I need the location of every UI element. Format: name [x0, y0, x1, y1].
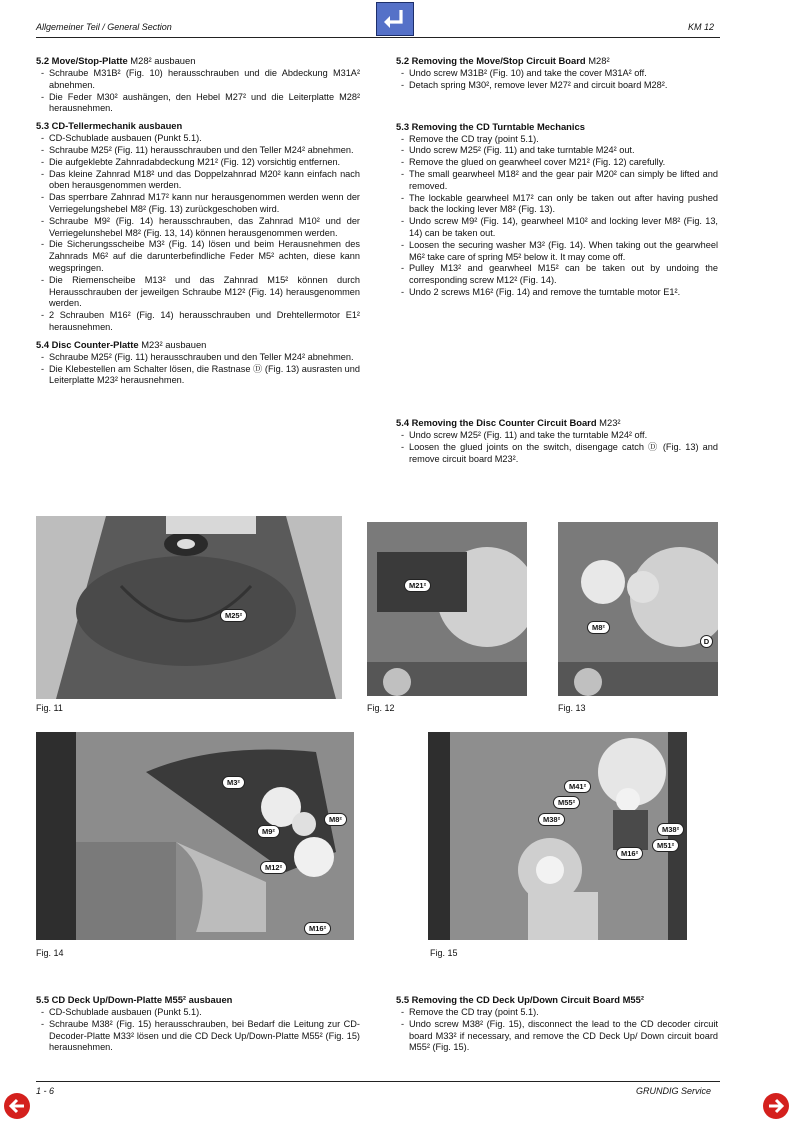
- label-m8: M8²: [324, 813, 347, 826]
- de-s55-heading: 5.5 CD Deck Up/Down-Platte M55² ausbauen: [36, 994, 233, 1005]
- header-model: KM 12: [688, 22, 715, 32]
- en-s54-heading: 5.4 Removing the Disc Counter Circuit Board M23²: [396, 417, 621, 428]
- label-m16: M16²: [616, 847, 643, 860]
- list-item: - Pulley M13² and gearwheel M15² can be taken out by undoing the corresponding screw M12² (Fig. 14).: [396, 263, 718, 287]
- figure-11-caption: Fig. 11: [36, 703, 63, 713]
- de-s52-heading: 5.2 Move/Stop-Platte M28² ausbauen: [36, 55, 196, 66]
- de-s53-heading: 5.3 CD-Tellermechanik ausbauen: [36, 120, 183, 132]
- list-item: - Schraube M25² (Fig. 11) herausschrauben und den Teller M24² abnehmen.: [36, 145, 360, 157]
- label-d: D: [700, 635, 713, 648]
- list-item: - Undo screw M25² (Fig. 11) and take turntable M24² out.: [396, 145, 718, 157]
- deck-board-photo: [428, 732, 687, 940]
- list-item: - Schraube M9² (Fig. 14) herausschrauben, das Zahnrad M10² und der Verriegelunshebel M8² (Fig. 13, 14) können herausgenommen werden.: [36, 216, 360, 240]
- english-column-s54: [396, 417, 718, 470]
- list-item: - Das sperrbare Zahnrad M17² kann nur herausgenommen werden wenn der Verriegelungshebel M8² (Fig. 13) zurückgeschoben wird.: [36, 192, 360, 216]
- figure-12-caption: Fig. 12: [367, 703, 395, 713]
- figure-11-photo: [36, 516, 342, 699]
- list-item: - Remove the glued on gearwheel cover M21² (Fig. 12) carefully.: [396, 157, 718, 169]
- list-item: - Schraube M31B² (Fig. 10) herausschrauben und die Abdeckung M31A² abnehmen.: [36, 68, 360, 92]
- en-s55-heading: 5.5 Removing the CD Deck Up/Down Circuit Board M55²: [396, 994, 644, 1005]
- label-m55: M55²: [553, 796, 580, 809]
- en-s54-list: [396, 430, 718, 465]
- list-item: - Undo screw M9² (Fig. 14), gearwheel M10² and locking lever M8² (Fig. 13, 14) can be taken out.: [396, 216, 718, 240]
- en-s55-list: [396, 1007, 718, 1054]
- en-s55-block: [396, 994, 718, 1059]
- en-s53-list: [396, 134, 718, 299]
- figure-15-caption: Fig. 15: [430, 948, 458, 958]
- de-s52-list: [36, 68, 360, 115]
- footer-brand: GRUNDIG Service: [636, 1086, 712, 1096]
- de-s53-list: [36, 133, 360, 334]
- figure-13-caption: Fig. 13: [558, 703, 586, 713]
- arrow-right-icon: [763, 1093, 789, 1119]
- list-item: - CD-Schublade ausbauen (Punkt 5.1).: [36, 1007, 360, 1019]
- label-m21: M21²: [404, 579, 431, 592]
- en-s52-heading: 5.2 Removing the Move/Stop Circuit Board M28²: [396, 55, 610, 66]
- list-item: - Remove the CD tray (point 5.1).: [396, 1007, 718, 1019]
- list-item: - Loosen the glued joints on the switch, disengage catch Ⓓ (Fig. 13) and remove circuit board M23².: [396, 442, 718, 466]
- page-number: 1 - 6: [36, 1086, 55, 1096]
- list-item: - Die Sicherungsscheibe M3² (Fig. 14) lösen und beim Herausnehmen des Zahnrads M6² auf die darunterbefindliche Feder M5² achten, diese kann wegspringen.: [36, 239, 360, 274]
- label-m8: M8²: [587, 621, 610, 634]
- back-button[interactable]: [376, 2, 414, 36]
- gear-cover-photo: [367, 522, 527, 696]
- previous-page-button[interactable]: [4, 1093, 30, 1119]
- english-column: [396, 55, 718, 304]
- list-item: - Schraube M25² (Fig. 11) herausschrauben und den Teller M24² abnehmen.: [36, 352, 360, 364]
- list-item: - Undo 2 screws M16² (Fig. 14) and remove the turntable motor E1².: [396, 287, 718, 299]
- list-item: - The lockable gearwheel M17² can only be taken out after having pushed back the locking lever M8² (Fig. 13).: [396, 193, 718, 217]
- figure-15-photo: [428, 732, 687, 940]
- locking-lever-photo: [558, 522, 718, 696]
- list-item: - 2 Schrauben M16² (Fig. 14) herausschrauben und Drehtellermotor E1² herausnehmen.: [36, 310, 360, 334]
- next-page-button[interactable]: [763, 1093, 789, 1119]
- label-m25: M25²: [220, 609, 247, 622]
- figure-14-photo: [36, 732, 354, 940]
- return-arrow-icon: [377, 3, 413, 35]
- list-item: - Undo screw M31B² (Fig. 10) and take the cover M31A² off.: [396, 68, 718, 80]
- list-item: - Detach spring M30², remove lever M27² and circuit board M28².: [396, 80, 718, 92]
- label-m12: M12²: [260, 861, 287, 874]
- figure-14-caption: Fig. 14: [36, 948, 64, 958]
- label-m41: M41²: [564, 780, 591, 793]
- list-item: - Die Feder M30² aushängen, den Hebel M27² und die Leiterplatte M28² herausnehmen.: [36, 92, 360, 116]
- german-column: [36, 55, 360, 392]
- gear-assembly-photo: [36, 732, 354, 940]
- list-item: - Die Klebestellen am Schalter lösen, die Rastnase Ⓓ (Fig. 13) ausrasten und Leiterplatte M23² herausnehmen.: [36, 364, 360, 388]
- label-m38-right: M38²: [657, 823, 684, 836]
- list-item: - CD-Schublade ausbauen (Punkt 5.1).: [36, 133, 360, 145]
- list-item: - Loosen the securing washer M3² (Fig. 14). When taking out the gearwheel M6² take care of spring M5² below it. It may come off.: [396, 240, 718, 264]
- list-item: - Die Riemenscheibe M13² und das Zahnrad M15² können durch Herausschrauben der jeweilgen Schraube M12² (Fig. 14) herausgenommen werden.: [36, 275, 360, 310]
- list-item: - Schraube M38² (Fig. 15) herausschrauben, bei Bedarf die Leitung zur CD-Decoder-Platte M33² lösen und die CD Deck Up/Down-Platte M55² (Fig. 15) herausnehmen.: [36, 1019, 360, 1054]
- en-s52-list: [396, 68, 718, 92]
- list-item: - Das kleine Zahnrad M18² und das Doppelzahnrad M20² kann einfach nach oben herausgenommen werden.: [36, 169, 360, 193]
- label-m16: M16²: [304, 922, 331, 935]
- list-item: - Undo screw M38² (Fig. 15), disconnect the lead to the CD decoder circuit board M33² if necessary, and remove the CD Deck Up/ Down circuit board M55² (Fig. 15).: [396, 1019, 718, 1054]
- de-s54-list: [36, 352, 360, 387]
- arrow-left-icon: [4, 1093, 30, 1119]
- de-s54-heading: 5.4 Disc Counter-Platte M23² ausbauen: [36, 338, 207, 350]
- label-m51: M51²: [652, 839, 679, 852]
- label-m3: M3²: [222, 776, 245, 789]
- footer-rule: [36, 1081, 720, 1082]
- label-m9: M9²: [257, 825, 280, 838]
- figure-13-photo: [558, 522, 718, 696]
- header-section-title: Allgemeiner Teil / General Section: [36, 22, 172, 32]
- list-item: - Undo screw M25² (Fig. 11) and take the turntable M24² off.: [396, 430, 718, 442]
- figure-12-photo: [367, 522, 527, 696]
- de-s55-block: [36, 994, 360, 1059]
- label-m38-left: M38²: [538, 813, 565, 826]
- turntable-photo: [36, 516, 342, 699]
- en-s53-heading: 5.3 Removing the CD Turntable Mechanics: [396, 120, 585, 132]
- list-item: - Die aufgeklebte Zahnradabdeckung M21² (Fig. 12) vorsichtig entfernen.: [36, 157, 360, 169]
- list-item: - The small gearwheel M18² and the gear pair M20² can simply be lifted and removed.: [396, 169, 718, 193]
- de-s55-list: [36, 1007, 360, 1054]
- list-item: - Remove the CD tray (point 5.1).: [396, 134, 718, 146]
- header-rule: [36, 37, 720, 38]
